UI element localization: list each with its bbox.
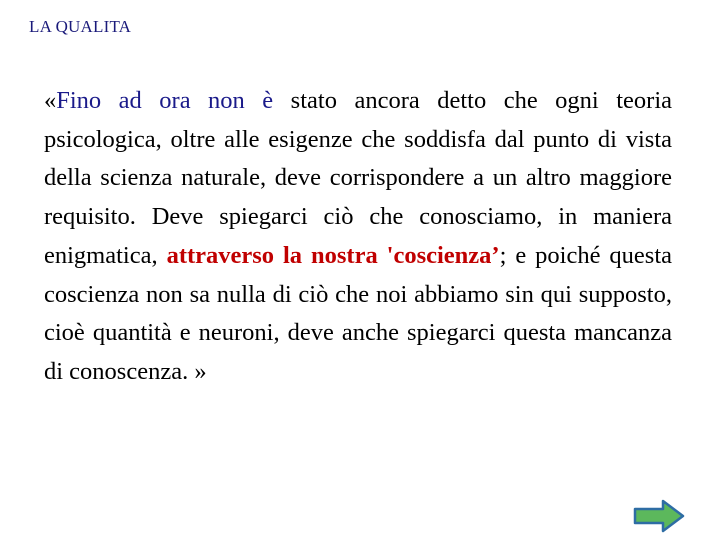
quote-open-mark: « [44,87,57,114]
quote-close-mark: » [188,357,207,385]
quote-text-part-2: ; e poiché questa coscienza non sa nulla di ciò che noi abbiamo sin qui supposto, cioè quantità e neuroni, deve anche spiegarci questa mancanza di conoscenza. [44,241,673,385]
slide-title: LA QUALITA [29,17,132,36]
quote-paragraph [44,82,672,392]
quote-red-emphasis: attraverso la nostra 'coscienza’ [166,241,500,269]
next-slide-button[interactable] [632,498,686,534]
right-arrow-icon [632,498,686,534]
quote-text-part-1: stato ancora detto che ogni teoria psicologica, oltre alle esigenze che soddisfa dal punto di vista della scienza naturale, deve corrispondere a un altro maggiore requisito. Deve spiegarci ciò che conosciamo, in maniera enigmatica, [44,87,672,269]
quote-lead-emphasis: Fino ad ora non è [56,87,274,114]
